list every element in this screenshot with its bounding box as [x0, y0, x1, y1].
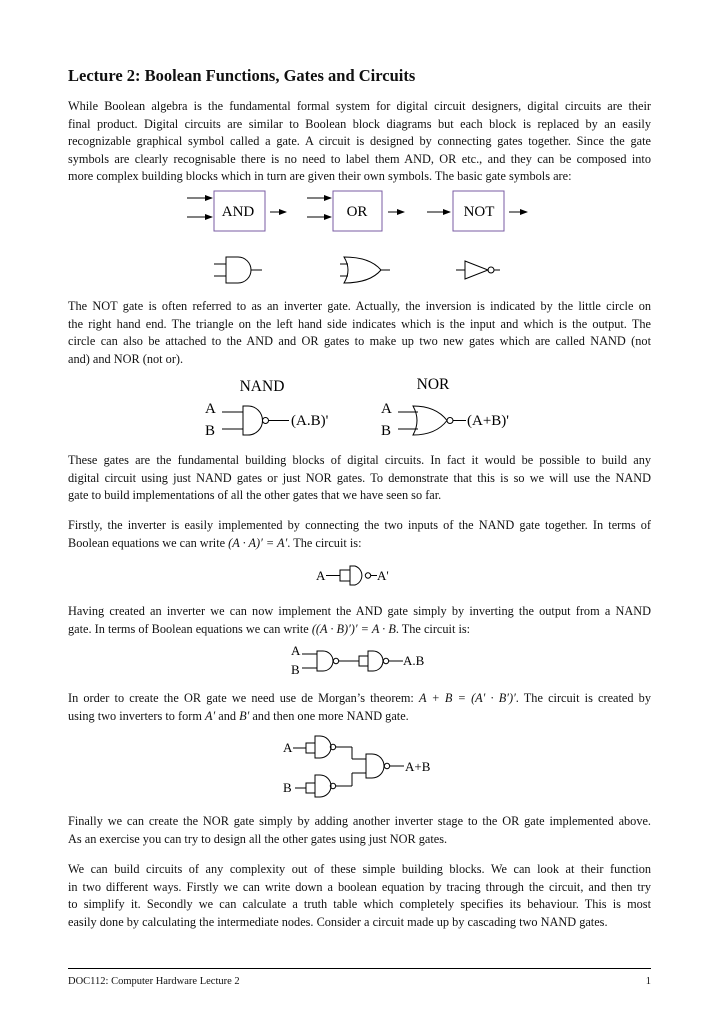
text-line: digital circuit using just NAND gates or just NOR gates. To demonstrate that this is so we will use the NAND: [68, 470, 651, 485]
text-run: and: [215, 708, 240, 723]
text-line: Having created an inverter we can now implement the AND gate simply by inverting the output from a NAND: [68, 604, 651, 618]
equation: ((A · B)′)′ = A · B: [311, 621, 396, 636]
text-run: gate. In terms of Boolean equations we can write: [68, 621, 312, 636]
nand-or-figure: [0, 733, 719, 803]
and-block: [187, 191, 286, 231]
or-input-b: B: [283, 780, 292, 795]
and-output: A.B: [403, 653, 425, 668]
paragraph-nor: [68, 813, 651, 848]
nor-title: NOR: [416, 376, 450, 393]
inverter-input: A: [316, 568, 326, 583]
and-gate-icon: [214, 257, 262, 283]
text-line: more complex building blocks which in turn are given their own symbols. The basic gate symbols are:: [68, 169, 572, 183]
text-line: in two different ways. Firstly we can write down a boolean equation by tracing through the circuit, and then try: [68, 879, 651, 894]
text-line: circle can also be attached to the AND and OR gates to make up two new gates which are called NAND (not: [68, 334, 651, 348]
text-run: In order to create the OR gate we need use de Morgan’s theorem:: [68, 691, 420, 705]
nand-diagram: [205, 378, 329, 439]
nor-output: (A+B)': [467, 413, 509, 429]
nand-and-figure: [0, 642, 719, 678]
nand-title: NAND: [239, 378, 285, 395]
text-line: These gates are the fundamental building blocks of digital circuits. In fact it would be possible to build any: [68, 453, 651, 467]
not-gate-icon: [456, 261, 500, 279]
text-line: While Boolean algebra is the fundamental formal system for digital circuit designers, digital circuits are their: [68, 99, 651, 113]
text-line: gate to build implementations of all the other gates that we have seen so far.: [68, 488, 442, 502]
text-line: As an exercise you can try to design all the other gates using just NOR gates.: [68, 831, 448, 846]
text-line: [68, 535, 651, 553]
text-run: and then one more NAND gate.: [249, 708, 409, 723]
text-line: [68, 708, 651, 726]
or-output: A+B: [405, 759, 431, 774]
equation: A′: [204, 708, 216, 723]
paragraph-inverter: [68, 517, 651, 552]
nand-input-a: A: [205, 401, 216, 417]
text-line: [68, 690, 651, 708]
text-run: . The circuit is created by: [515, 691, 651, 705]
text-line: the right hand end. The triangle on the left hand side indicates which is the input and which is the output. The: [68, 316, 651, 331]
text-line: Firstly, the inverter is easily implemented by connecting the two inputs of the NAND gate together. In terms of: [68, 518, 651, 532]
paragraph-not-gate: [68, 298, 651, 368]
paragraph-and-from-nand: [68, 603, 651, 638]
equation: B′: [239, 708, 250, 723]
text-run: using two inverters to form: [68, 708, 205, 723]
not-block-label: NOT: [463, 204, 495, 220]
text-run: . The circuit is:: [395, 621, 471, 636]
text-line: recognizable graphical symbol called a gate. A circuit is designed by connecting gates together. Since the gate: [68, 134, 651, 148]
page-title: Lecture 2: Boolean Functions, Gates and Circuits: [68, 66, 416, 85]
or-block-label: OR: [346, 204, 368, 220]
and-block-label: AND: [221, 204, 255, 220]
not-block: [427, 191, 527, 231]
paragraph-intro: [68, 98, 651, 186]
text-line: [68, 621, 651, 639]
text-line: and) and NOR (not or).: [68, 351, 184, 366]
text-line: final product. Digital circuits are similar to Boolean block diagrams but each block is replaced by an easily: [68, 116, 651, 131]
text-line: We can build circuits of any complexity out of these simple building blocks. We can look at their function: [68, 862, 651, 876]
text-run: . The circuit is:: [287, 535, 362, 550]
nor-input-b: B: [381, 423, 392, 439]
inverter-output: A': [377, 568, 389, 583]
nor-input-a: A: [381, 401, 392, 417]
nand-output: (A.B)': [291, 413, 329, 429]
footer-rule: [68, 968, 651, 969]
page-number: 1: [645, 976, 651, 987]
equation: A + B = (A′ · B′)′: [419, 691, 516, 705]
and-input-a: A: [291, 643, 301, 658]
or-block: [307, 191, 404, 231]
equation: (A · A)′ = A′: [228, 535, 288, 550]
nor-diagram: [381, 376, 509, 439]
gate-block-diagram: [0, 185, 719, 295]
paragraph-building-blocks: [68, 452, 651, 505]
nand-input-b: B: [205, 423, 216, 439]
or-gate-icon: [340, 257, 390, 283]
text-line: to simplify it. Secondly we can calculate a truth table which completely specifies its behaviour. This is most: [68, 897, 651, 911]
text-line: easily done by calculating the intermediate nodes. Consider a circuit made up by cascading two NAND gates.: [68, 914, 608, 929]
text-line: Finally we can create the NOR gate simply by adding another inverter stage to the OR gate implemented above.: [68, 814, 651, 828]
paragraph-complexity: [68, 861, 651, 931]
nand-inverter-figure: [0, 561, 719, 591]
or-input-a: A: [283, 740, 293, 755]
text-run: Boolean equations we can write: [68, 535, 229, 550]
footer-course: DOC112: Computer Hardware Lecture 2: [68, 976, 240, 987]
text-line: symbols are clearly recognisable there is no need to label them AND, OR etc., and they can be composed into: [68, 151, 651, 166]
nand-nor-figure: [0, 372, 719, 442]
paragraph-or-from-nand: [68, 690, 651, 725]
text-line: The NOT gate is often referred to as an inverter gate. Actually, the inversion is indicated by the little circle on: [68, 299, 651, 313]
and-input-b: B: [291, 662, 300, 677]
